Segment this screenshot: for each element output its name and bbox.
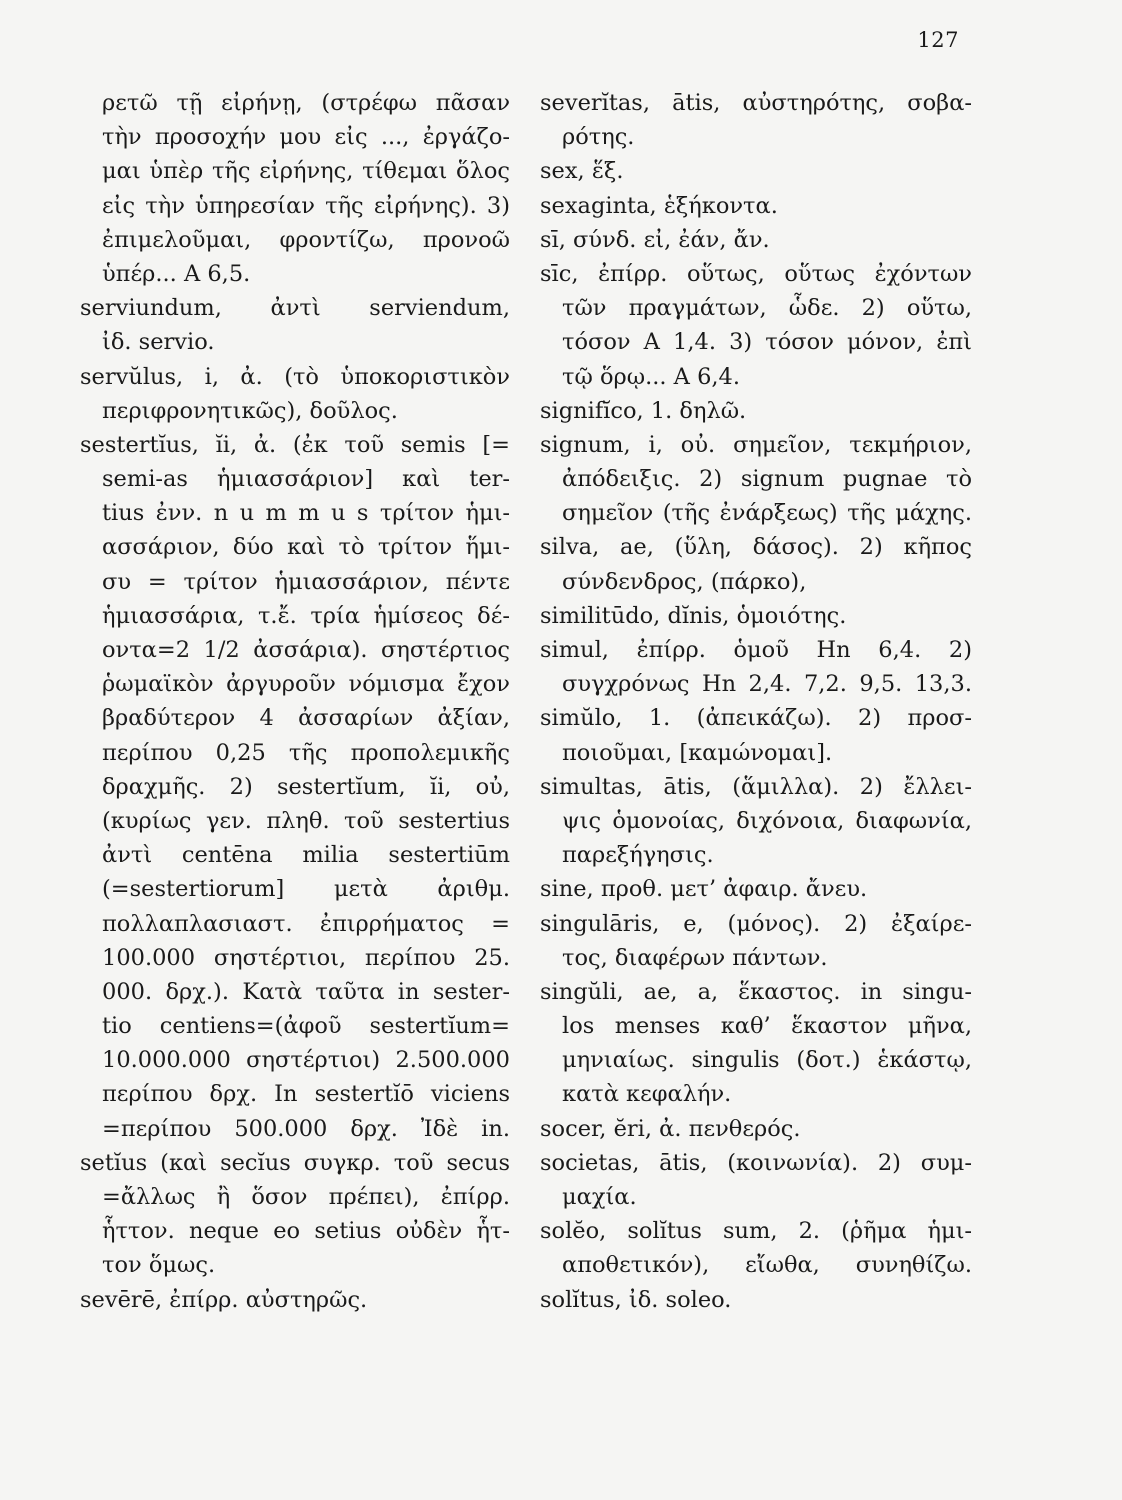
text-line: ρότης.: [562, 124, 635, 151]
text-line: οντα=2 1/2 ἀσσάρια). σηστέρτιος: [102, 637, 510, 663]
text-line: εἰς τὴν ὑπηρεσίαν τῆς εἰρήνης). 3): [102, 192, 510, 219]
text-line: περίπου δρχ. In sestertĭō viciens: [102, 1081, 510, 1108]
text-line: sexaginta, ἑξήκοντα.: [540, 192, 778, 219]
text-line: ψις ὁμονοίας, διχόνοια, διαφωνία,: [562, 807, 972, 834]
left-column: [80, 86, 510, 1317]
text-line: simŭlo, 1. (ἀπεικάζω). 2) προσ-: [540, 705, 972, 732]
text-line: ἡμιασσάρια, τ.ἔ. τρία ἡμίσεος δέ-: [102, 602, 510, 629]
text-line: ποιοῦμαι, [καμώνομαι].: [562, 739, 833, 766]
text-line: ὑπέρ... Α 6,5.: [102, 260, 251, 287]
text-line: sevērē, ἐπίρρ. αὐστηρῶς.: [80, 1286, 368, 1313]
text-line: ἀπόδειξις. 2) signum pugnae τὸ: [562, 466, 972, 493]
text-line: solĕo, solĭtus sum, 2. (ῥῆμα ἡμι-: [540, 1218, 972, 1245]
text-line: τῷ ὅρῳ... Α 6,4.: [562, 363, 741, 390]
text-line: silva, ae, (ὕλη, δάσος). 2) κῆπος: [540, 534, 972, 561]
text-line: los menses καθ’ ἕκαστον μῆνα,: [562, 1013, 972, 1040]
text-line: σύνδενδρος, (πάρκο),: [562, 568, 807, 595]
text-line: setĭus (καὶ secĭus συγκρ. τοῦ secus: [80, 1149, 510, 1176]
text-line: 100.000 σηστέρτιοι, περίπου 25.: [102, 944, 510, 971]
text-line: ρετῶ τῇ εἰρήνῃ, (στρέφω πᾶσαν: [102, 90, 510, 116]
text-line: σημεῖον (τῆς ἐνάρξεως) τῆς μάχης.: [562, 500, 972, 527]
text-line: περιφρονητικῶς), δοῦλος.: [102, 397, 398, 424]
text-line: αποθετικόν), εἴωθα, συνηθίζω.: [562, 1252, 972, 1279]
text-line: societas, ātis, (κοινωνία). 2) συμ-: [540, 1149, 972, 1176]
text-line: signifĭco, 1. δηλῶ.: [540, 397, 747, 424]
text-line: περίπου 0,25 τῆς προπολεμικῆς: [102, 739, 510, 766]
text-line: δραχμῆς. 2) sestertĭum, ĭi, οὐ,: [102, 773, 510, 800]
text-line: ἐπιμελοῦμαι, φροντίζω, προνοῶ: [102, 226, 510, 253]
text-line: τον ὅμως.: [102, 1252, 216, 1279]
text-line: ῥωμαϊκὸν ἀργυροῦν νόμισμα ἔχον: [102, 671, 510, 698]
text-line: 000. δρχ.). Κατὰ ταῦτα in sester-: [102, 978, 510, 1005]
text-line: similitūdo, dĭnis, ὁμοιότης.: [540, 602, 847, 629]
text-line: tius ἐνν. n u m m u s τρίτον ἡμι-: [102, 500, 510, 527]
text-line: 10.000.000 σηστέρτιοι) 2.500.000: [102, 1047, 510, 1074]
text-line: socer, ĕri, ἀ. πενθερός.: [540, 1115, 801, 1142]
text-line: ἰδ. servio.: [102, 329, 215, 356]
page-number: 127: [917, 28, 959, 52]
text-line: sine, προθ. μετ’ ἀφαιρ. ἄνευ.: [540, 876, 868, 903]
text-line: τῶν πραγμάτων, ὧδε. 2) οὕτω,: [562, 295, 972, 322]
text-line: signum, i, οὐ. σημεῖον, τεκμήριον,: [540, 431, 972, 458]
text-line: πολλαπλασιαστ. ἐπιρρήματος =: [102, 910, 510, 937]
text-line: μαχία.: [562, 1184, 637, 1210]
text-line: tio centiens=(ἀφοῦ sestertĭum=: [102, 1013, 510, 1040]
text-line: sex, ἕξ.: [540, 158, 624, 185]
text-line: serviundum, ἀντὶ serviendum,: [80, 295, 510, 322]
text-line: παρεξήγησις.: [562, 842, 714, 869]
text-line: sī, σύνδ. εἰ, ἐάν, ἄν.: [540, 226, 770, 253]
text-line: sestertĭus, ĭi, ἀ. (ἐκ τοῦ semis [=: [80, 431, 510, 458]
text-line: simultas, ātis, (ἅμιλλα). 2) ἔλλει-: [540, 773, 972, 800]
text-line: ἀντὶ centēna milia sestertiūm: [102, 842, 510, 869]
text-line: βραδύτερον 4 ἀσσαρίων ἀξίαν,: [102, 705, 510, 732]
text-line: τος, διαφέρων πάντων.: [562, 944, 828, 971]
text-line: μαι ὑπὲρ τῆς εἰρήνης, τίθεμαι ὅλος: [102, 158, 510, 185]
text-line: simul, ἐπίρρ. ὁμοῦ Hn 6,4. 2): [540, 637, 972, 663]
text-line: solĭtus, ἰδ. soleo.: [540, 1286, 732, 1313]
text-line: =ἄλλως ἢ ὅσον πρέπει), ἐπίρρ.: [102, 1184, 510, 1210]
text-line: κατὰ κεφαλήν.: [562, 1081, 732, 1108]
text-line: servŭlus, i, ἀ. (τὸ ὑποκοριστικὸν: [80, 363, 510, 390]
text-line: singulāris, e, (μόνος). 2) ἐξαίρε-: [540, 910, 972, 937]
text-line: ἧττον. neque eo setius οὐδὲν ἧτ-: [102, 1218, 510, 1245]
text-line: μηνιαίως. singulis (δοτ.) ἑκάστῳ,: [562, 1047, 972, 1074]
right-column: [540, 86, 972, 1317]
text-line: (=sestertiorum] μετὰ ἀριθμ.: [102, 876, 510, 903]
text-line: sīc, ἐπίρρ. οὕτως, οὕτως ἐχόντων: [540, 260, 972, 287]
text-line: severĭtas, ātis, αὐστηρότης, σοβα-: [540, 90, 972, 116]
text-line: συ = τρίτον ἡμιασσάριον, πέντε: [102, 568, 510, 595]
text-line: ασσάριον, δύο καὶ τὸ τρίτον ἥμι-: [102, 534, 510, 561]
text-line: semi-as ἡμιασσάριον] καὶ ter-: [102, 466, 510, 493]
text-line: singŭli, ae, a, ἕκαστος. in singu-: [540, 978, 972, 1005]
text-line: τόσον Α 1,4. 3) τόσον μόνον, ἐπὶ: [562, 329, 972, 356]
text-line: (κυρίως γεν. πληθ. τοῦ sestertius: [102, 807, 510, 834]
text-line: τὴν προσοχήν μου εἰς ..., ἐργάζο-: [102, 124, 510, 151]
text-line: συγχρόνως Hn 2,4. 7,2. 9,5. 13,3.: [562, 671, 972, 698]
text-line: =περίπου 500.000 δρχ. Ἰδὲ in.: [102, 1115, 510, 1142]
